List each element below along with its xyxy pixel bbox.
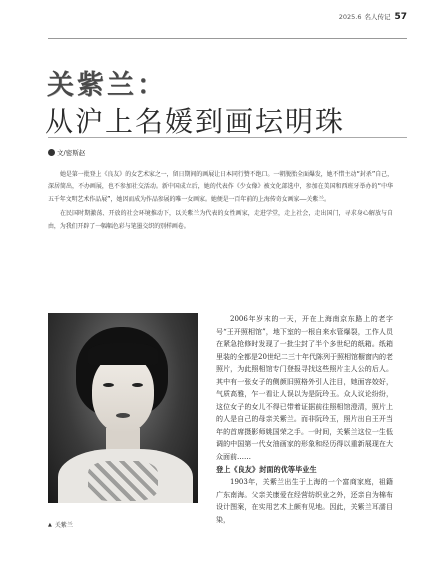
article-title-line1: 关紫兰： [47, 70, 167, 101]
body-column [216, 313, 393, 526]
photo-lips [116, 413, 130, 418]
section-subheading: 登上《良友》封面的优等毕业生 [216, 464, 317, 474]
portrait-photo [48, 313, 198, 503]
photo-dress-pattern [88, 461, 158, 501]
body-paragraph: 2006年岁末的一天，开在上海南京东路上的老字号“王开照相馆”，地下室的一根自来水管爆裂，工作人员在紧急抢修时发现了一批尘封了半个多世纪的纸箱。纸箱里装的全都是20世纪二三十年代陈列于照相馆橱窗内的老照片，为此照相馆专门登报寻找这些照片主人公的后人。其中有一张女子的侧颜旧照格外引人注目，她面容姣好，气质高雅，乍一看让人误以为是阮玲玉。众人议论纷纷，这位女子的女儿不得已带着证据前往照相馆澄清，照片上的人是自己的母亲关紫兰。而非阮玲玉，照片出自王开当年的首席摄影师姚国荣之手。一时间，关紫兰这位一生低调的中国第一代女油画家的形象和经历得以重新展现在大众面前…… [216, 315, 393, 462]
photo-eye [103, 383, 114, 387]
byline-text: 文/密斯赵 [57, 149, 86, 157]
caption-triangle-icon: ▲ [48, 521, 52, 528]
photo-caption-text: 关紫兰 [54, 522, 73, 529]
issue-date: 2025.6 [338, 13, 362, 21]
page-header [339, 12, 407, 22]
title-rule [48, 137, 407, 138]
page-number: 57 [394, 12, 407, 22]
lead-paragraphs [48, 169, 393, 235]
photo-bangs [88, 343, 158, 365]
photo-face [92, 355, 154, 433]
photo-eye [132, 383, 143, 387]
header-rule [48, 38, 407, 39]
byline [48, 148, 85, 157]
magazine-name: 名人传记 [364, 13, 391, 21]
byline-bullet-icon [48, 149, 55, 156]
article-title-line2: 从沪上名媛到画坛明珠 [45, 105, 346, 138]
photo-caption [48, 520, 73, 529]
lead-paragraph: 她是第一批登上《良友》的女艺术家之一，留日期间的画展让日本同行赞不绝口。一朝脱胎全面爆发，她不惜主动“封杀”自己，深居简出，不办画展，也不参加社交活动。新中国成立后，她的代表作《少女像》被文化部选中，参加在美国和西班牙举办的“中华五千年文明艺术作品展”，她因而成为作品参展的唯一女画家。她便是一百年前的上海传奇女画家——关紫兰。 [48, 171, 393, 203]
lead-paragraph: 在民国时期激荡、开放的社会环境推动下，以关紫兰为代表的女性画家，走进学堂，走上社会，走出国门，寻求身心解放与自由，为我们开辟了一幅幅色彩与笔墨交织的别样画卷。 [48, 210, 393, 230]
body-paragraph: 1903年，关紫兰出生于上海的一个富商家庭，祖籍广东南海。父亲关康爱在经营纺织业之外，还亲自为棉布设计图案，在实用艺术上颇有见地。因此，关紫兰耳濡目染， [216, 478, 393, 524]
